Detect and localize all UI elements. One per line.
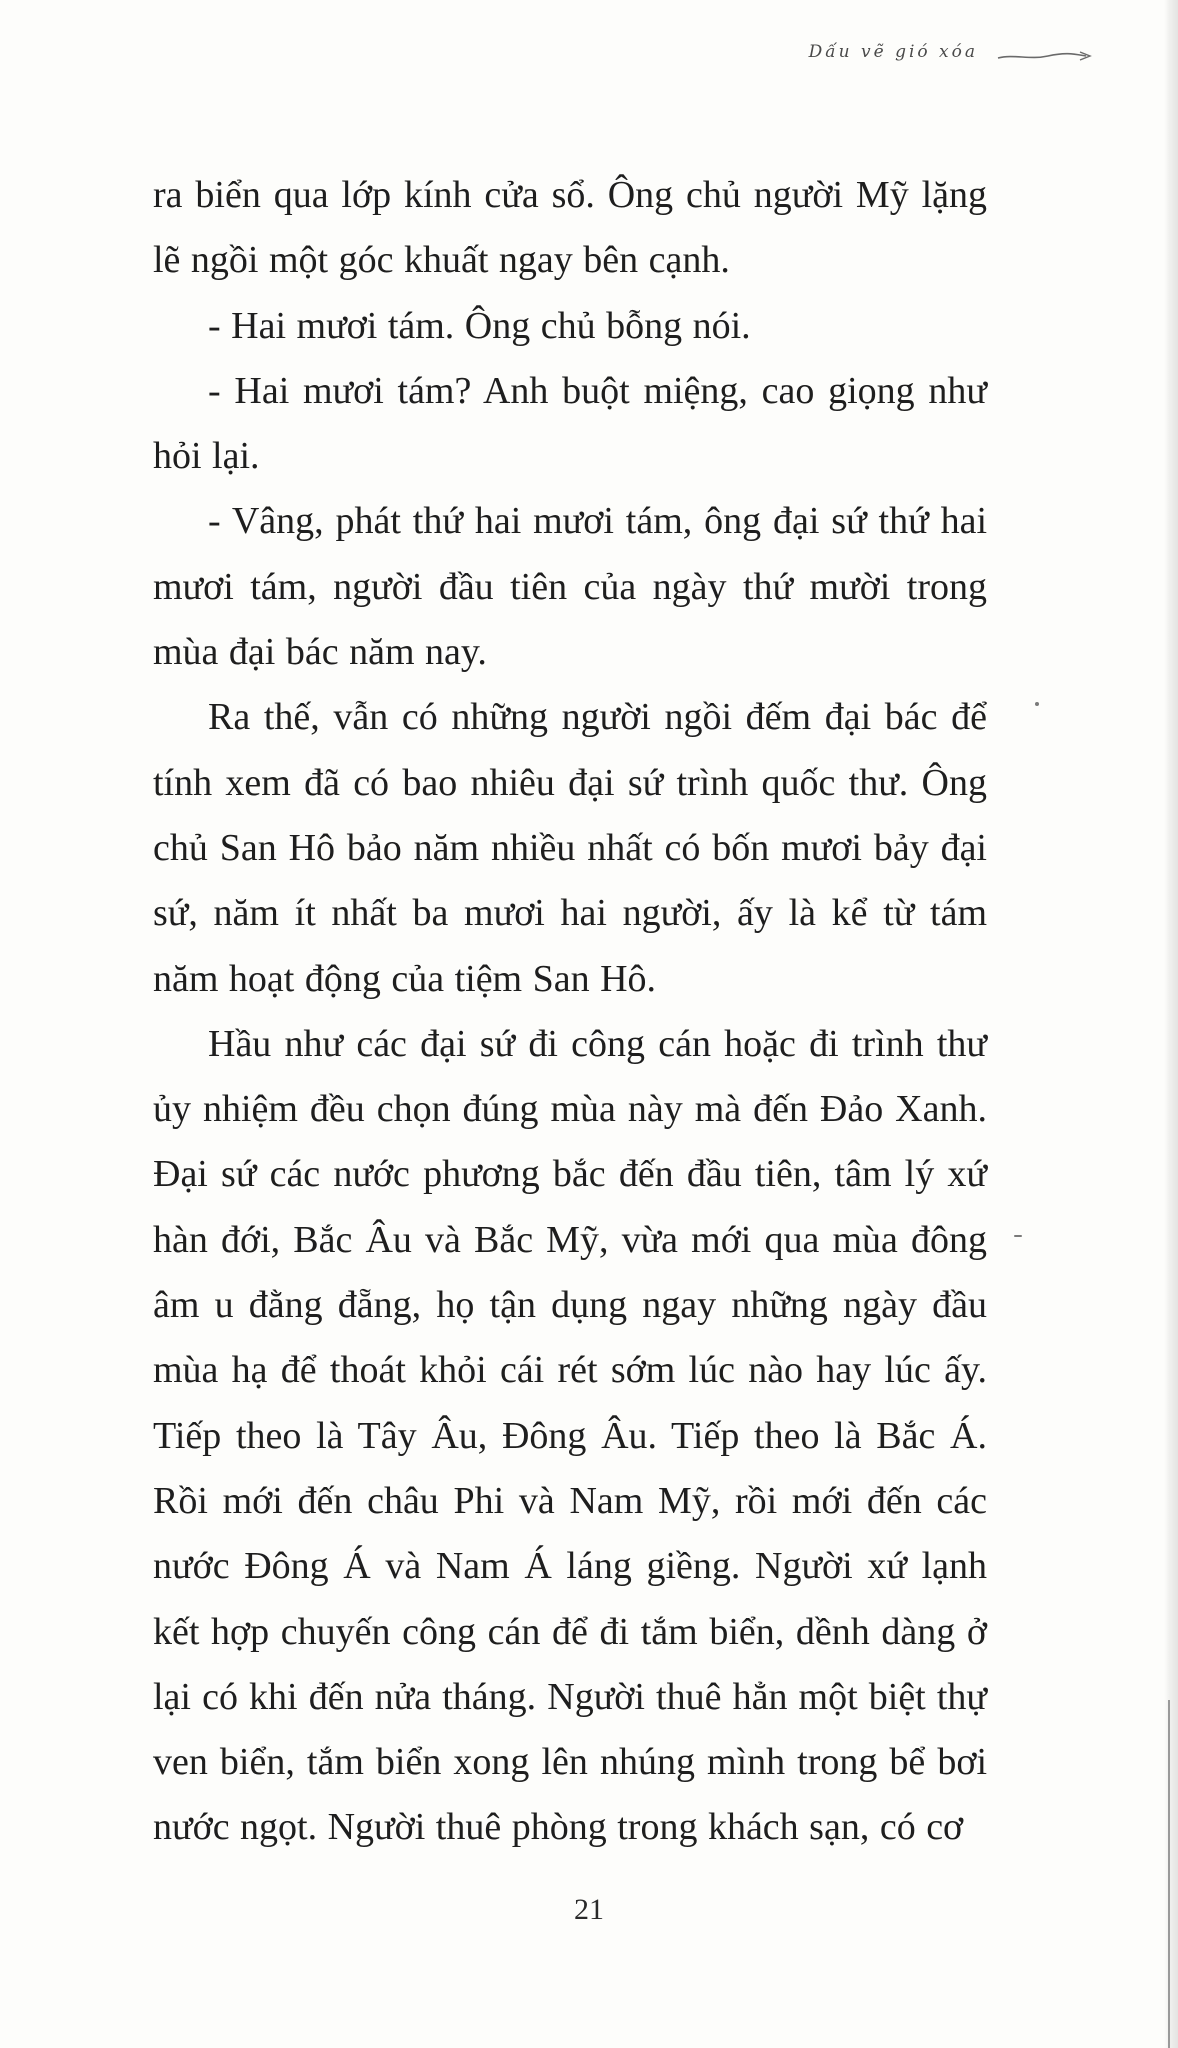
paragraph-dialogue: - Hai mươi tám. Ông chủ bỗng nói. — [208, 304, 751, 347]
header-flourish-ornament — [996, 48, 1094, 64]
page-number: 21 — [574, 1893, 604, 1926]
page-edge-line — [1168, 1700, 1170, 2048]
paragraph: Ra thế, vẫn có những người ngồi đếm đại bác để tính xem đã có bao nhiêu đại sứ trình quốc thư. Ông chủ San Hô bảo năm nhiều nhất có bốn mươi bảy đại sứ, năm ít nhất ba mươi hai người, ấy là kể từ tám năm hoạt động của tiệm San Hô. — [153, 696, 987, 1000]
scan-speck — [1035, 702, 1039, 706]
running-header: Dấu vẽ gió xóa — [808, 42, 978, 62]
page-edge-shadow — [1164, 0, 1178, 2048]
paragraph-dialogue: - Vâng, phát thứ hai mươi tám, ông đại sứ thứ hai mươi tám, người đầu tiên của ngày thứ mười trong mùa đại bác năm nay. — [153, 500, 987, 674]
paragraph: Hầu như các đại sứ đi công cán hoặc đi trình thư ủy nhiệm đều chọn đúng mùa này mà đến Đảo Xanh. Đại sứ các nước phương bắc đến đầu tiên, tâm lý xứ hàn đới, Bắc Âu và Bắc Mỹ, vừa mới qua mùa đông âm u đằng đẵng, họ tận dụng ngay những ngày đầu mùa hạ để thoát khỏi cái rét sớm lúc nào hay lúc ấy. Tiếp theo là Tây Âu, Đông Âu. Tiếp theo là Bắc Á. Rồi mới đến châu Phi và Nam Mỹ, rồi mới đến các nước Đông Á và Nam Á láng giềng. Người xứ lạnh kết hợp chuyến công cán để đi tắm biển, dềnh dàng ở lại có khi đến nửa tháng. Người thuê hẳn một biệt thự ven biển, tắm biển xong lên nhúng mình trong bể bơi nước ngọt. Người thuê phòng trong khách sạn, có cơ — [153, 1022, 987, 1849]
paragraph-dialogue: - Hai mươi tám? Anh buột miệng, cao giọng như hỏi lại. — [153, 369, 987, 478]
body-text — [153, 163, 987, 1861]
scan-speck — [1014, 1235, 1022, 1237]
paragraph-continued: ra biển qua lớp kính cửa sổ. Ông chủ người Mỹ lặng lẽ ngồi một góc khuất ngay bên cạnh. — [153, 174, 987, 282]
